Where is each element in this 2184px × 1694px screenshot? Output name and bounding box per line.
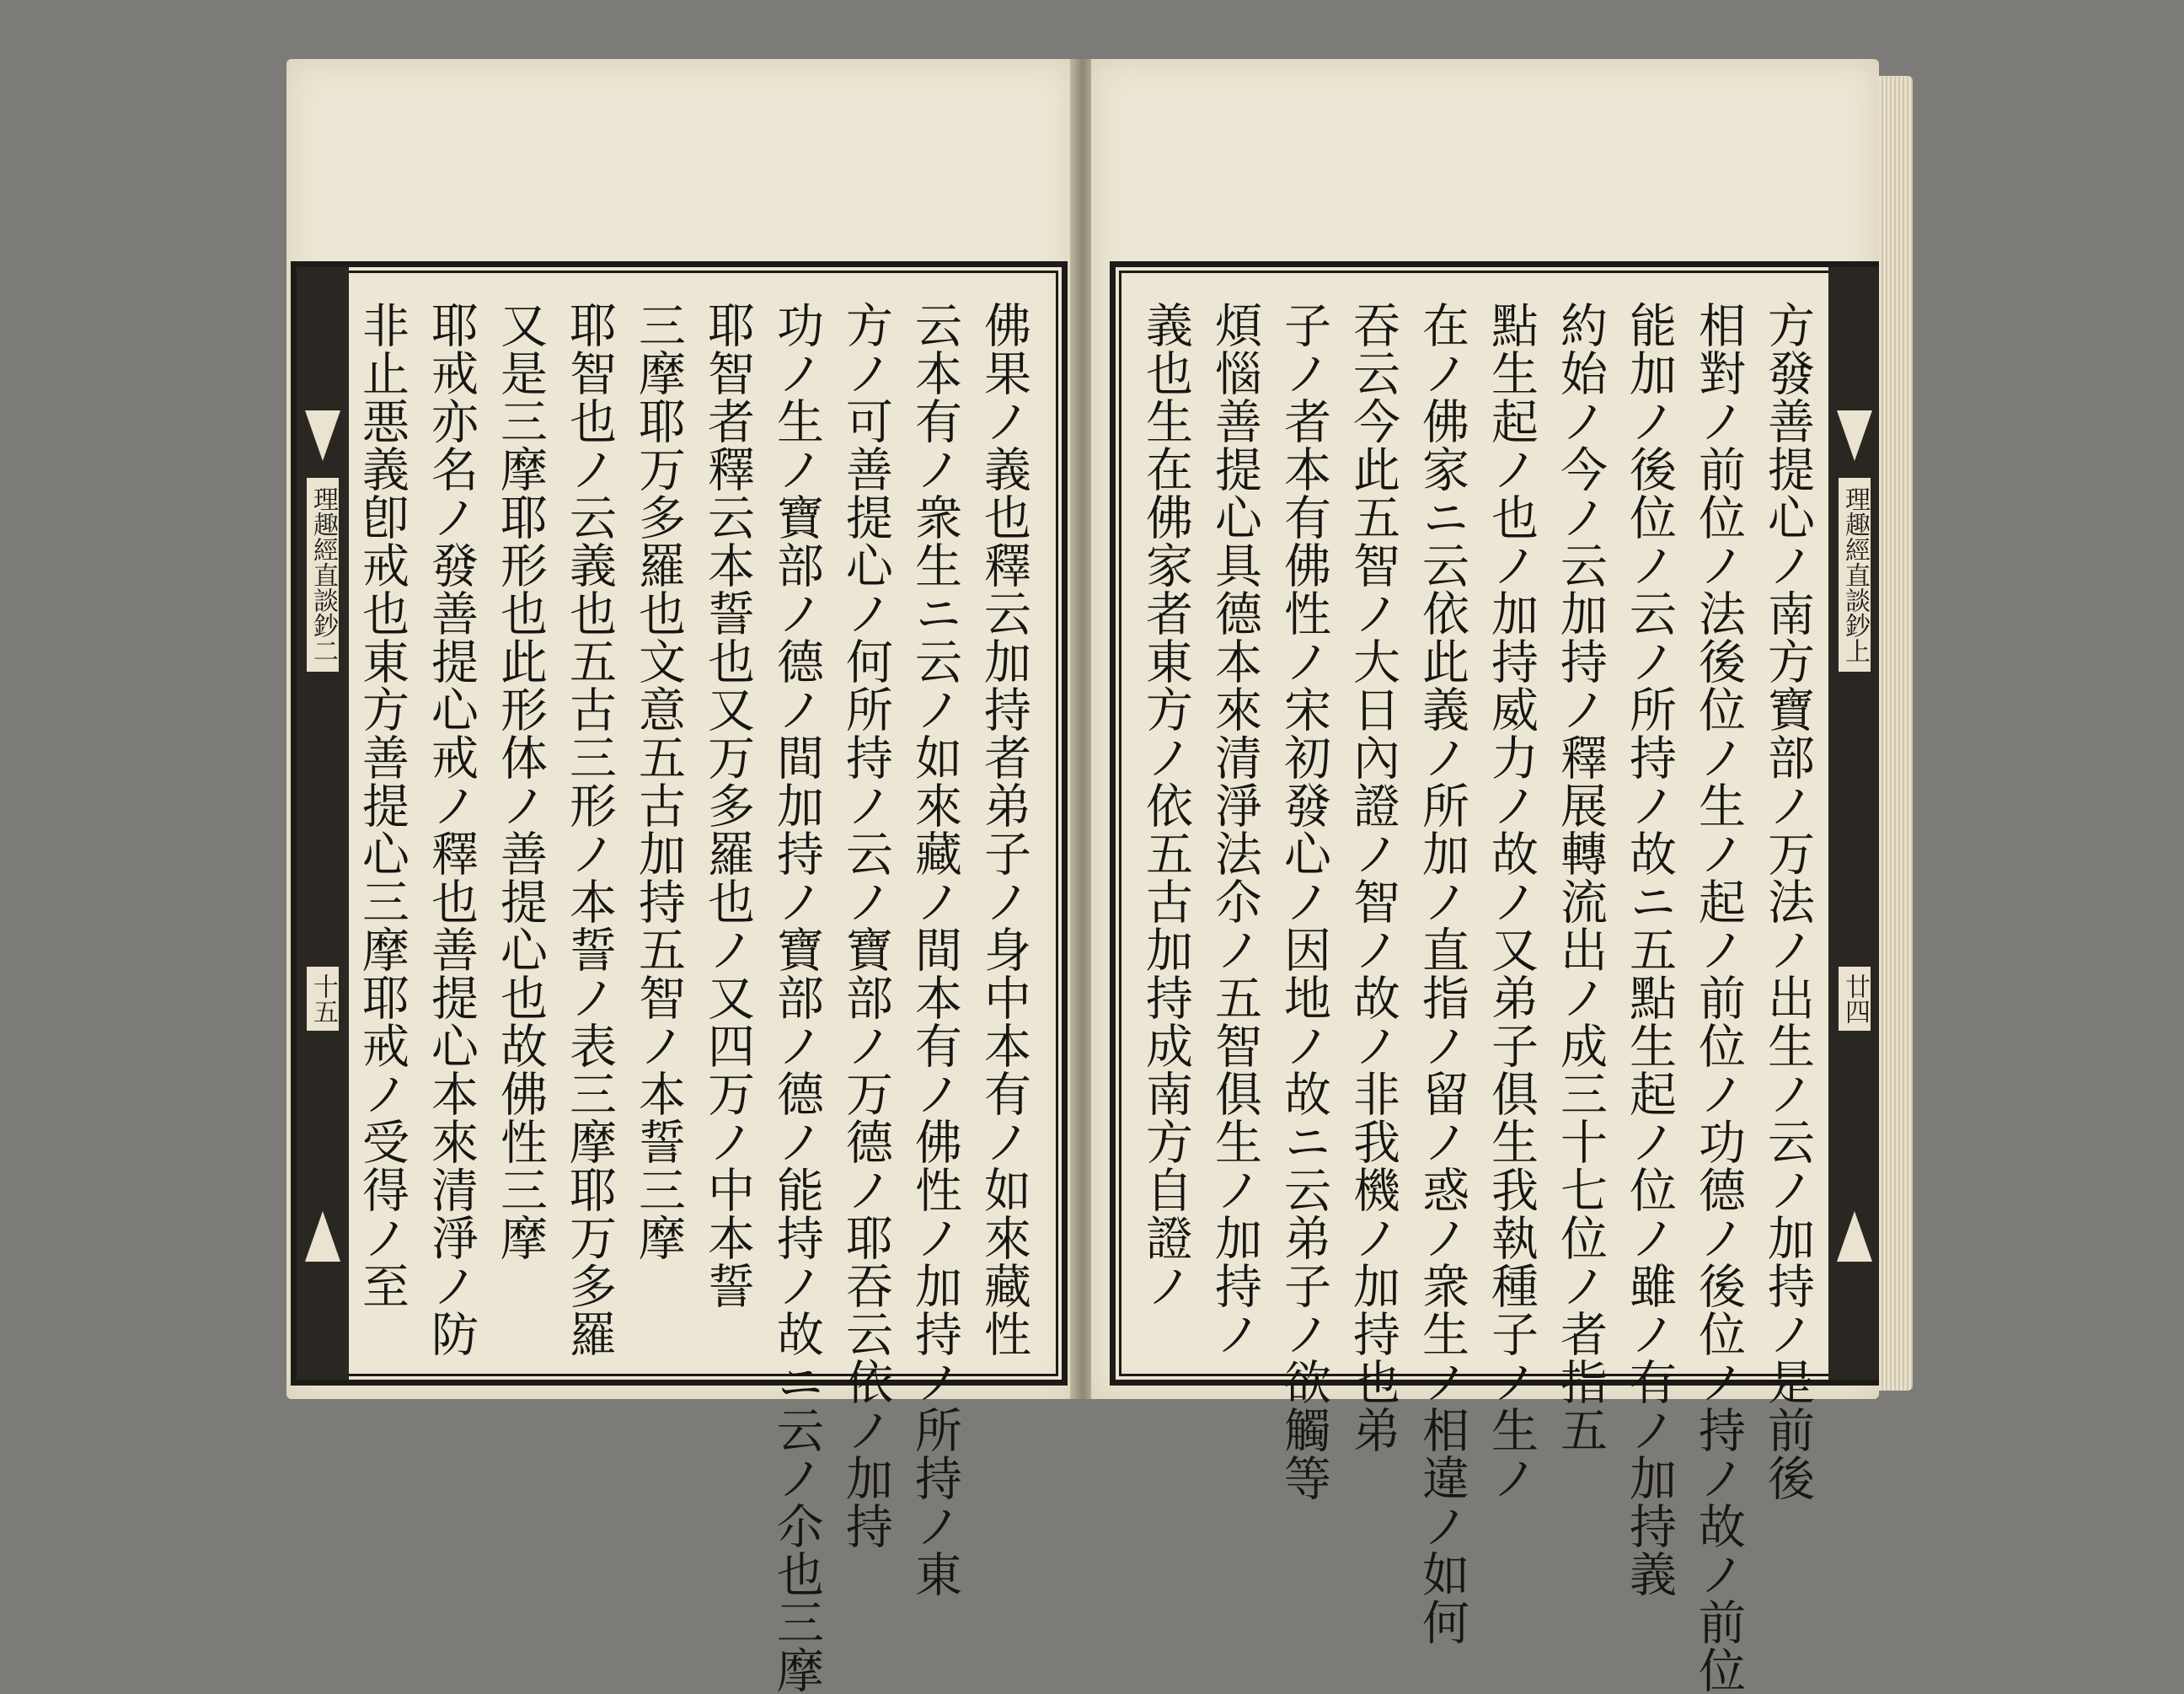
fish-tail-ornament-icon: [305, 1211, 340, 1262]
text-column: 耶戒亦名ノ發善提心戒ノ釋也善提心本來清淨ノ防: [424, 301, 479, 1358]
right-page: [1091, 59, 1879, 1694]
text-column: 方發善提心ノ南方寶部ノ万法ノ出生ノ云ノ加持ノ是前後: [1760, 301, 1815, 1502]
fish-tail-ornament-icon: [305, 410, 340, 461]
left-running-title: 理趣經直談鈔二: [307, 478, 339, 672]
text-column: 子ノ者本有佛性ノ宋初發心ノ因地ノ故ニ云弟子ノ欲觸等: [1277, 301, 1331, 1502]
text-column: 約始ノ今ノ云加持ノ釋展轉流出ノ成三十七位ノ者指五: [1553, 301, 1608, 1454]
left-body-text: [355, 301, 1038, 1694]
text-column: 耶智者釋云本誓也又万多羅也ノ又四万ノ中本誓: [700, 301, 755, 1310]
text-column: 功ノ生ノ寶部ノ德ノ間加持ノ寶部ノ德ノ能持ノ故ニ云ノ尒也三摩: [769, 301, 824, 1694]
left-page-number: 十五: [307, 967, 339, 1031]
left-page: [286, 59, 1074, 1694]
right-page-number: 廿四: [1839, 967, 1871, 1031]
text-column: 吞云今此五智ノ大日內證ノ智ノ故ノ非我機ノ加持也弟: [1346, 301, 1400, 1454]
text-column: 又是三摩耶形也此形体ノ善提心也故佛性三摩: [493, 301, 548, 1262]
text-column: 在ノ佛家ニ云依此義ノ所加ノ直指ノ留ノ惑ノ衆生ノ相違ノ如何: [1415, 301, 1469, 1646]
open-book: [286, 59, 1930, 1694]
left-text-frame: [291, 261, 1068, 1694]
text-column: 三摩耶万多羅也文意五古加持五智ノ本誓三摩: [631, 301, 686, 1262]
text-column: 煩惱善提心具德本來清淨法尒ノ五智俱生ノ加持ノ: [1207, 301, 1262, 1358]
right-body-text: [1138, 301, 1822, 1694]
text-column: 義也生在佛家者東方ノ依五古加持成南方自證ノ: [1138, 301, 1193, 1310]
text-column: 云本有ノ衆生ニ云ノ如來藏ノ間本有ノ佛性ノ加持ノ所持ノ東: [907, 301, 962, 1598]
text-column: 能加ノ後位ノ云ノ所持ノ故ニ五點生起ノ位ノ雖ノ有ノ加持義: [1622, 301, 1677, 1598]
fish-tail-ornament-icon: [1837, 410, 1872, 461]
text-column: 耶智也ノ云義也五古三形ノ本誓ノ表三摩耶万多羅: [562, 301, 617, 1358]
right-text-frame: [1110, 261, 1887, 1694]
text-column: 非止悪義卽戒也東方善提心三摩耶戒ノ受得ノ至: [355, 301, 410, 1310]
text-column: 點生起ノ也ノ加持威力ノ故ノ又弟子俱生我執種子ノ生ノ: [1484, 301, 1539, 1502]
right-running-title: 理趣經直談鈔上: [1839, 478, 1871, 672]
text-column: 方ノ可善提心ノ何所持ノ云ノ寶部ノ万德ノ耶吞云依ノ加持: [838, 301, 893, 1550]
right-hashira-column: [1828, 267, 1881, 1380]
text-column: 相對ノ前位ノ法後位ノ生ノ起ノ前位ノ功德ノ後位ノ持ノ故ノ前位: [1691, 301, 1746, 1694]
text-column: 佛果ノ義也釋云加持者弟子ノ身中本有ノ如來藏性: [977, 301, 1031, 1358]
left-hashira-column: [297, 267, 349, 1380]
page-edges: [1879, 76, 1913, 1391]
fish-tail-ornament-icon: [1837, 1211, 1872, 1262]
